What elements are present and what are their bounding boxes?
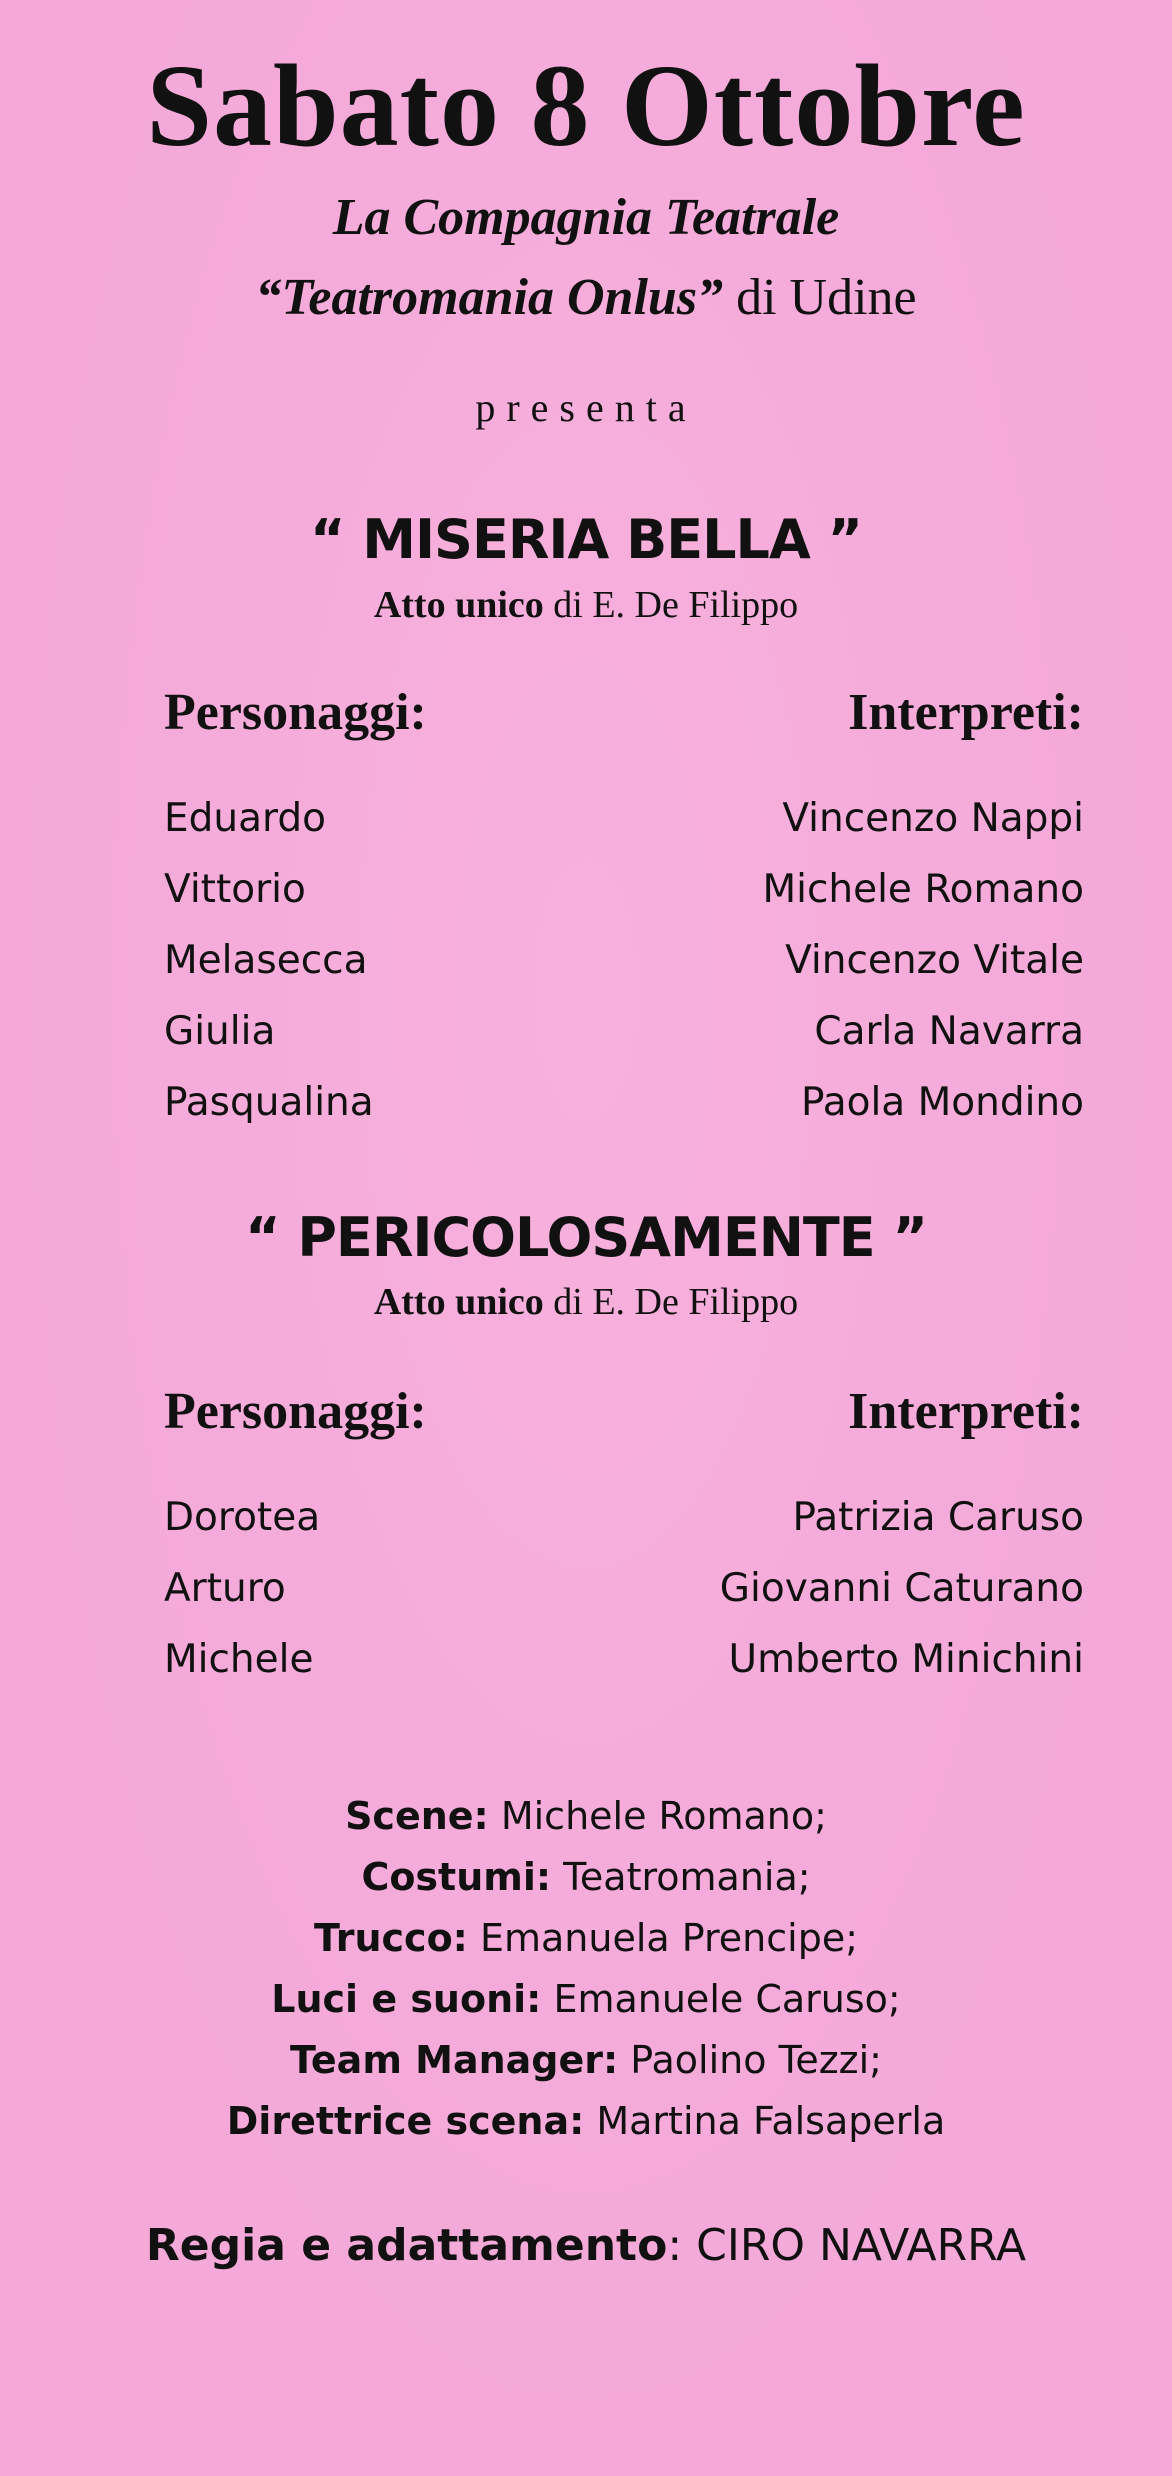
company-name-line	[0, 268, 1172, 327]
character-name: Dorotea	[164, 1495, 321, 1540]
credit-person: Martina Falsaperla	[584, 2099, 946, 2143]
company-intro: La Compagnia Teatrale	[332, 189, 840, 246]
company-name: “Teatromania Onlus”	[255, 269, 724, 326]
actor-name: Paola Mondino	[800, 1080, 1084, 1125]
character-name: Melasecca	[164, 938, 368, 983]
character-name: Giulia	[164, 1009, 276, 1054]
play-subtitle-author: di E. De Filippo	[543, 584, 799, 626]
play-subtitle	[0, 1280, 1172, 1324]
actor-name: Vincenzo Vitale	[785, 938, 1084, 983]
play-title: “ PERICOLOSAMENTE ”	[245, 1206, 927, 1269]
actor-name: Carla Navarra	[814, 1009, 1084, 1054]
presents-label: presenta	[475, 385, 697, 430]
credit-role: Team Manager:	[290, 2038, 619, 2082]
credit-row	[0, 1912, 1172, 1973]
cast-row	[164, 1634, 1084, 1705]
credit-role: Direttrice scena:	[226, 2099, 585, 2143]
credit-role: Costumi:	[361, 1855, 552, 1899]
credits-block	[0, 1790, 1172, 2156]
actor-name: Giovanni Caturano	[719, 1566, 1084, 1611]
cast-row	[164, 1492, 1084, 1563]
play-subtitle-type: Atto unico	[373, 584, 544, 626]
character-name: Pasqualina	[164, 1080, 374, 1125]
character-name: Eduardo	[164, 796, 326, 841]
credit-role: Trucco:	[313, 1916, 468, 1960]
play-subtitle-type: Atto unico	[373, 1281, 544, 1323]
play-title: “ MISERIA BELLA ”	[309, 508, 863, 571]
play-subtitle-author: di E. De Filippo	[543, 1281, 799, 1323]
director-name: : CIRO NAVARRA	[667, 2220, 1027, 2271]
credit-row	[0, 2095, 1172, 2156]
credit-person: Emanuela Prencipe;	[467, 1916, 859, 1960]
actor-name: Vincenzo Nappi	[782, 796, 1084, 841]
credit-person: Teatromania;	[551, 1855, 811, 1899]
date-heading: Sabato 8 Ottobre	[146, 40, 1026, 171]
credit-person: Emanuele Caruso;	[541, 1977, 901, 2021]
cast-row	[164, 864, 1084, 935]
character-name: Arturo	[164, 1566, 286, 1611]
cast-row	[164, 935, 1084, 1006]
cast-row	[164, 1006, 1084, 1077]
cast-row	[164, 1563, 1084, 1634]
direction-credit	[0, 2220, 1172, 2271]
play-subtitle	[0, 583, 1172, 627]
company-city: di Udine	[723, 269, 917, 326]
character-name: Michele	[164, 1637, 314, 1682]
characters-header: Personaggi:	[164, 1383, 427, 1440]
actors-header: Interpreti:	[848, 684, 1084, 741]
credit-row	[0, 1851, 1172, 1912]
cast-list	[164, 1492, 1084, 1705]
credit-row	[0, 2034, 1172, 2095]
credit-role: Scene:	[345, 1794, 489, 1838]
direction-role: Regia e adattamento	[145, 2220, 668, 2271]
actor-name: Patrizia Caruso	[792, 1495, 1084, 1540]
actor-name: Umberto Minichini	[728, 1637, 1084, 1682]
credit-person: Michele Romano;	[488, 1794, 827, 1838]
cast-list	[164, 793, 1084, 1148]
actors-header: Interpreti:	[848, 1383, 1084, 1440]
character-name: Vittorio	[164, 867, 306, 912]
actor-name: Michele Romano	[762, 867, 1084, 912]
credit-row	[0, 1973, 1172, 2034]
credit-row	[0, 1790, 1172, 1851]
cast-row	[164, 1077, 1084, 1148]
credit-person: Paolino Tezzi;	[618, 2038, 882, 2082]
cast-row	[164, 793, 1084, 864]
characters-header: Personaggi:	[164, 684, 427, 741]
credit-role: Luci e suoni:	[271, 1977, 542, 2021]
